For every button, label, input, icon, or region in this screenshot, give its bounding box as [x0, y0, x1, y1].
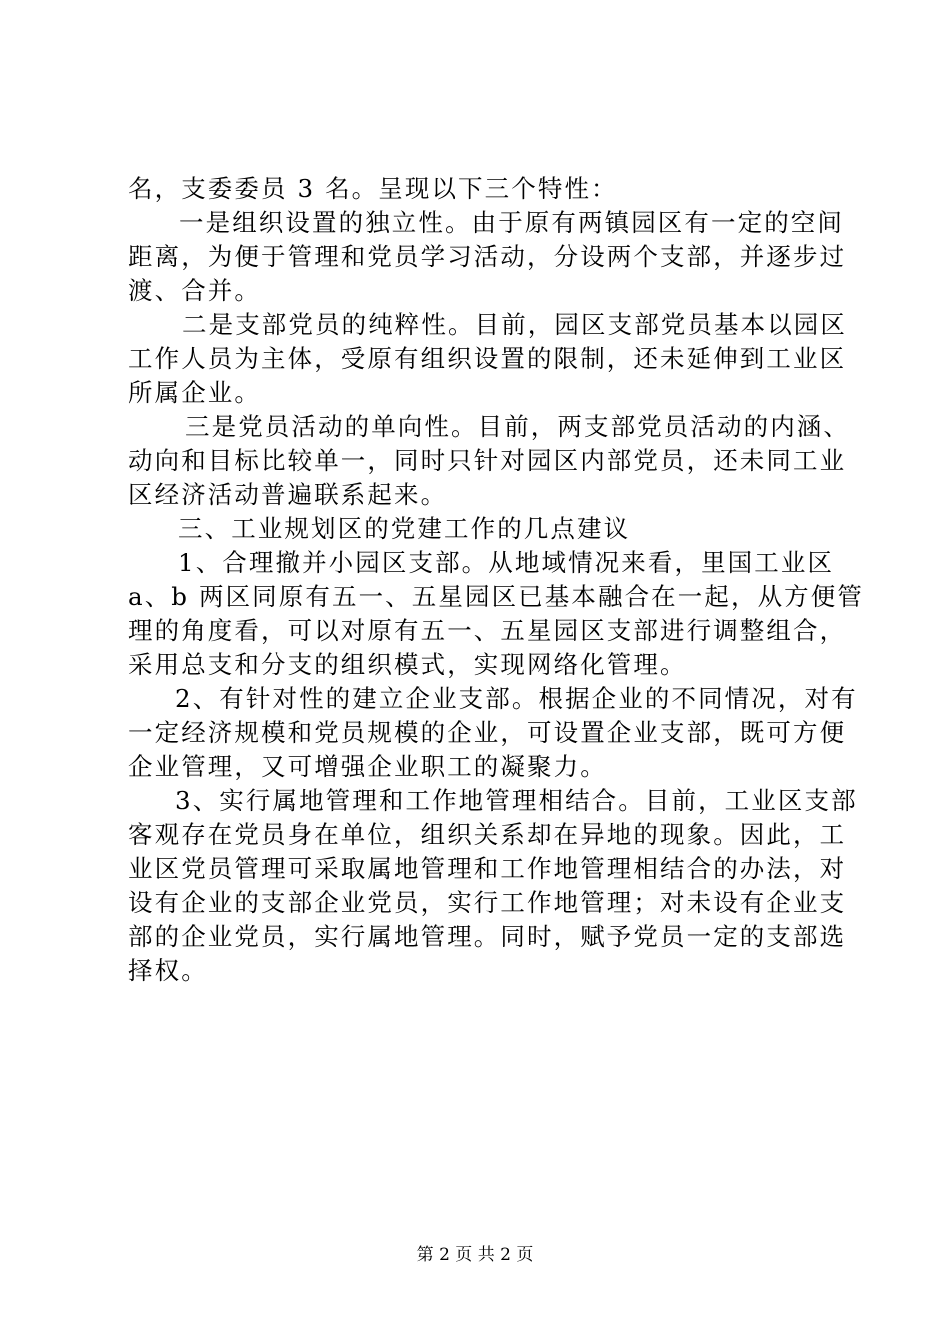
text-line: 1、合理撤并小园区支部。从地域情况来看，里国工业区	[178, 548, 835, 577]
text-line: 企业管理，又可增强企业职工的凝聚力。	[128, 752, 607, 781]
text-line: 二是支部党员的纯粹性。目前，园区支部党员基本以园区	[182, 310, 847, 339]
text-line: 一定经济规模和党员规模的企业，可设置企业支部，既可方便	[128, 718, 847, 747]
text-line: 理的角度看，可以对原有五一、五星园区支部进行调整组合，	[128, 616, 847, 645]
text-line: 3、实行属地管理和工作地管理相结合。目前，工业区支部	[175, 786, 858, 815]
text-line: 一是组织设置的独立性。由于原有两镇园区有一定的空间	[179, 208, 844, 237]
text-line: 距离，为便于管理和党员学习活动，分设两个支部，并逐步过	[128, 242, 847, 271]
text-line: 区经济活动普遍联系起来。	[128, 480, 448, 509]
page-number-footer: 第 2 页 共 2 页	[416, 1245, 534, 1265]
text-line: 工作人员为主体，受原有组织设置的限制，还未延伸到工业区	[128, 344, 847, 373]
text-line: 业区党员管理可采取属地管理和工作地管理相结合的办法，对	[128, 854, 847, 883]
text-line: 三是党员活动的单向性。目前，两支部党员活动的内涵、	[185, 412, 850, 441]
text-line: 部的企业党员，实行属地管理。同时，赋予党员一定的支部选	[128, 922, 847, 951]
text-line: 客观存在党员身在单位，组织关系却在异地的现象。因此，工	[128, 820, 847, 849]
text-line: 2、有针对性的建立企业支部。根据企业的不同情况，对有	[175, 684, 858, 713]
text-line: 名，支委委员 3 名。呈现以下三个特性：	[128, 174, 618, 203]
section-heading: 三、工业规划区的党建工作的几点建议	[178, 514, 631, 543]
text-line: 采用总支和分支的组织模式，实现网络化管理。	[128, 650, 687, 679]
text-line: 设有企业的支部企业党员，实行工作地管理；对未设有企业支	[128, 888, 847, 917]
text-line: a、b 两区同原有五一、五星园区已基本融合在一起，从方便管	[128, 582, 864, 611]
text-line: 所属企业。	[128, 378, 261, 407]
text-line: 渡、合并。	[128, 276, 261, 305]
text-line: 动向和目标比较单一，同时只针对园区内部党员，还未同工业	[128, 446, 847, 475]
text-line: 择权。	[128, 956, 208, 985]
